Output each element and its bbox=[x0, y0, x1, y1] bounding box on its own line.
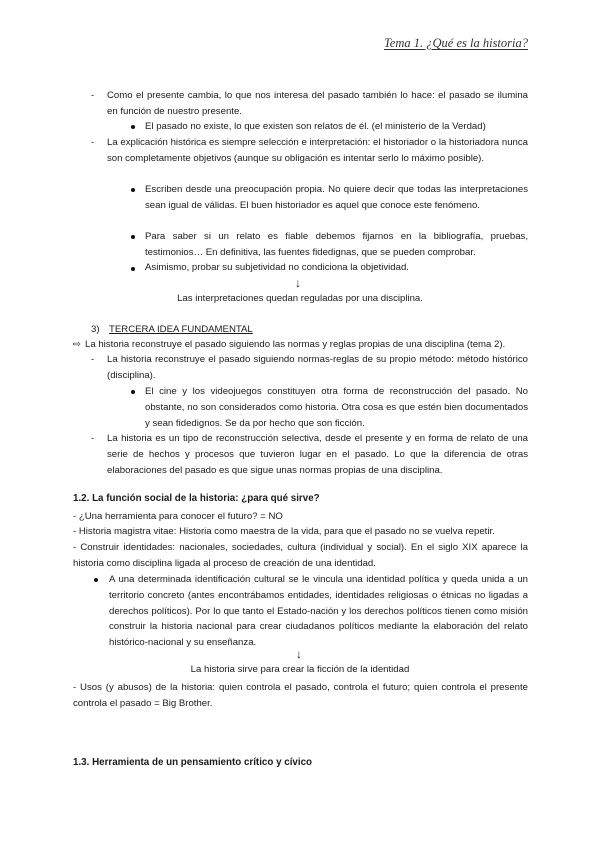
sub-item-cine-videojuegos: El cine y los videojuegos constituyen otra forma de reconstrucción del pasado. No obstante, no son considerados como historia. Otra cosa es que estén bien documentados y sean fidedignos. Se da por hecho que son ficción. bbox=[145, 386, 528, 429]
bullet-dot bbox=[94, 578, 98, 582]
conclusion-ficcion-identidad: La historia sirve para crear la ficción de la identidad bbox=[190, 664, 410, 675]
bullet-dot bbox=[131, 188, 135, 192]
conclusion-disciplina: Las interpretaciones quedan reguladas por una disciplina. bbox=[177, 293, 423, 304]
sub-item-relato-fiable: Para saber si un relato es fiable debemos fijarnos en la bibliografía, pruebas, testimonios… En definitiva, las fuentes fidedignas, que se pueden comprobar. bbox=[145, 231, 528, 258]
bullet-dot bbox=[131, 390, 135, 394]
line-herramienta-futuro: - ¿Una herramienta para conocer el futuro? = NO bbox=[73, 511, 283, 522]
down-arrow-icon: ↓ bbox=[296, 647, 302, 661]
dash-marker: - bbox=[91, 90, 95, 101]
arrow-right-icon: ⇨ bbox=[73, 339, 82, 350]
section-title-tercera-idea: TERCERA IDEA FUNDAMENTAL bbox=[109, 324, 253, 335]
line-construir-identidades: - Construir identidades: nacionales, sociedades, cultura (individual y social). En el siglo XIX aparece la historia como disciplina ligada al proceso de creación de una identidad. bbox=[73, 542, 528, 569]
dash-marker: - bbox=[91, 354, 95, 365]
section-heading-1-3: 1.3. Herramienta de un pensamiento crítico y cívico bbox=[73, 757, 313, 768]
line-usos-abusos: - Usos (y abusos) de la historia: quien controla el pasado, controla el futuro; quien controla el presente controla el pasado = Big Brother. bbox=[73, 682, 528, 709]
list-item-presente: Como el presente cambia, lo que nos interesa del pasado también lo hace: el pasado se ilumina en función de nuestro presente. bbox=[107, 90, 528, 117]
tercera-idea-intro: La historia reconstruye el pasado siguiendo las normas y reglas propias de una disciplina (tema 2). bbox=[85, 339, 506, 350]
section-heading-1-2: 1.2. La función social de la historia: ¿para qué sirve? bbox=[73, 493, 320, 504]
down-arrow-icon: ↓ bbox=[295, 276, 301, 290]
list-item-reconstruccion-selectiva: La historia es un tipo de reconstrucción selectiva, desde el presente y en forma de relato de una serie de hechos y procesos que tuvieron lugar en el pasado. Lo que la diferencia de otras elaboraciones del pasado es que sigue unas normas propias de una disciplina. bbox=[107, 433, 528, 476]
bullet-dot bbox=[131, 235, 135, 239]
sub-item-preocupacion-propia: Escriben desde una preocupación propia. No quiere decir que todas las interpretaciones sean igual de válidas. El buen historiador es aquel que conoce este fenómeno. bbox=[145, 184, 528, 211]
sub-item-pasado-no-existe: El pasado no existe, lo que existen son relatos de él. (el ministerio de la Verdad) bbox=[145, 121, 486, 132]
bullet-identificacion-cultural: A una determinada identificación cultural se le vincula una identidad política y queda unida a un territorio concreto (antes encontrábamos entidades, identidades religiosas o étnicas no ligadas a derechos políticos). Por lo que tanto el Estado-nación y los derechos políticos tienen como misión construir la historia nacional para crear ciudadanos políticos mediante la elaboración del relato histórico-nacional y su enseñanza. bbox=[109, 574, 528, 649]
section-number: 3) bbox=[91, 324, 100, 335]
bullet-dot bbox=[131, 125, 135, 129]
sub-item-subjetividad: Asimismo, probar su subjetividad no condiciona la objetividad. bbox=[145, 262, 409, 273]
bullet-dot bbox=[131, 267, 135, 271]
dash-marker: - bbox=[91, 433, 95, 444]
list-item-metodo-historico: La historia reconstruye el pasado siguiendo normas-reglas de su propio método: método histórico (disciplina). bbox=[107, 354, 528, 381]
line-magistra-vitae: - Historia magistra vitae: Historia como maestra de la vida, para que el pasado no se vuelva repetir. bbox=[73, 526, 495, 537]
page-header-title: Tema 1. ¿Qué es la historia? bbox=[384, 36, 528, 50]
list-item-explicacion-historica: La explicación histórica es siempre selección e interpretación: el historiador o la historiadora nunca son completamente objetivos (aunque su obligación es intentar serlo lo máximo posible). bbox=[107, 137, 528, 164]
dash-marker: - bbox=[91, 137, 95, 148]
